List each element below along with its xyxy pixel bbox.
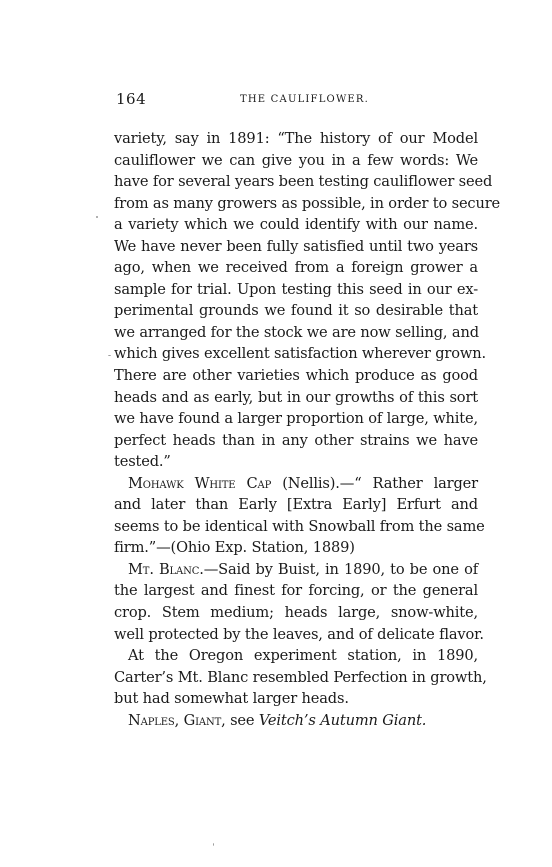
mohawk-text: (Nellis).—“ Rather larger xyxy=(271,474,478,492)
mohawk-entry-line xyxy=(114,473,478,495)
text-line: cauliflower we can give you in a few words: We xyxy=(114,151,478,169)
text-line: We have never been fully satisfied until two years xyxy=(114,237,478,255)
text-line: we arranged for the stock we are now selling, and xyxy=(114,323,479,341)
body-text xyxy=(114,128,501,731)
text-line: heads and as early, but in our growths of this sort xyxy=(114,388,478,406)
text-line: ago, when we received from a foreign grower a xyxy=(114,259,478,277)
text-line: which gives excellent satisfaction wherever grown. xyxy=(114,345,486,363)
paper-speck xyxy=(108,355,111,356)
text-line: variety, say in 1891: “The history of our Model xyxy=(114,130,478,147)
text-line: a variety which we could identify with our name. xyxy=(114,216,478,234)
text-line: At the Oregon experiment station, in 1890, xyxy=(128,647,478,665)
text-line: the largest and finest for forcing, or the general xyxy=(114,582,478,600)
variety-name-mt-blanc: Mt. Blanc. xyxy=(128,560,204,578)
mt-blanc-entry-line xyxy=(114,559,478,581)
text-line: have for several years been testing cauliflower seed xyxy=(114,173,493,191)
page-number: 164 xyxy=(116,90,147,108)
text-line: we have found a larger proportion of large, white, xyxy=(114,410,478,428)
text-line: crop. Stem medium; heads large, snow-white, xyxy=(114,604,478,622)
naples-reference: Veitch’s Autumn Giant. xyxy=(258,711,427,729)
text-line: firm.”—(Ohio Exp. Station, 1889) xyxy=(114,539,355,557)
naples-see-text: see xyxy=(225,711,259,729)
text-line: perimental grounds we found it so desirable that xyxy=(114,302,478,320)
text-line: seems to be identical with Snowball from the same xyxy=(114,517,485,535)
variety-name-mohawk: Mohawk White Cap xyxy=(128,474,272,492)
page-header xyxy=(116,90,476,112)
paper-speck xyxy=(213,843,214,846)
text-line: sample for trial. Upon testing this seed in our ex- xyxy=(114,280,478,298)
naples-entry-line xyxy=(114,710,478,732)
text-line: but had somewhat larger heads. xyxy=(114,690,349,708)
mt-blanc-text: —Said by Buist, in 1890, to be one of xyxy=(203,560,478,578)
text-line: well protected by the leaves, and of delicate flavor. xyxy=(114,625,484,643)
variety-name-naples: Naples, Giant, xyxy=(128,711,226,729)
paper-speck xyxy=(96,216,98,218)
running-title: THE CAULIFLOWER. xyxy=(240,94,370,105)
text-line: perfect heads than in any other strains we have xyxy=(114,431,478,449)
text-line: and later than Early [Extra Early] Erfurt and xyxy=(114,496,478,514)
text-line: There are other varieties which produce as good xyxy=(114,367,478,385)
text-line: Carter’s Mt. Blanc resembled Perfection in growth, xyxy=(114,668,487,686)
text-line: tested.” xyxy=(114,453,171,471)
text-line: from as many growers as possible, in order to secure xyxy=(114,194,501,212)
